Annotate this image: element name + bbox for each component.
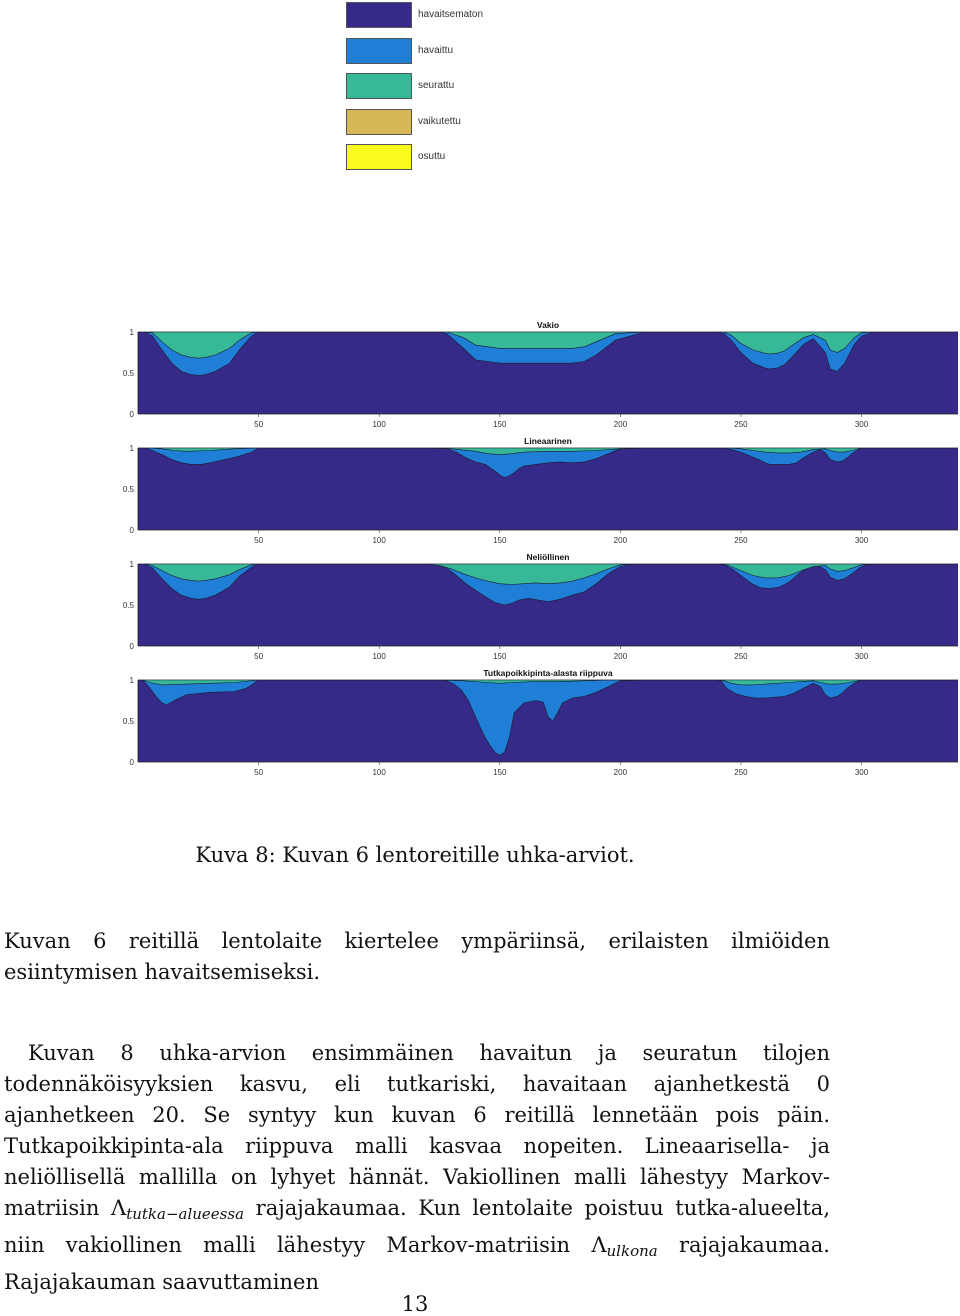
paragraph-2-text: rajajakaumaa. Rajajakauman saavuttaminen (4, 1233, 830, 1294)
x-tick-label: 300 (854, 536, 869, 545)
x-tick-label: 150 (493, 652, 507, 661)
legend-swatch (346, 109, 412, 135)
x-tick-label: 50 (254, 536, 264, 545)
y-tick-label: 1 (129, 444, 134, 453)
chart-panel (123, 552, 958, 661)
x-tick-label: 150 (493, 536, 507, 545)
x-tick-label: 200 (613, 420, 628, 429)
y-tick-label: 0 (129, 526, 134, 535)
y-tick-label: 1 (129, 328, 134, 337)
y-tick-label: 1 (129, 560, 134, 569)
x-tick-label: 100 (372, 536, 386, 545)
legend-label: vaikutettu (418, 115, 461, 127)
x-tick-label: 100 (372, 768, 386, 777)
x-tick-label: 250 (734, 652, 748, 661)
y-tick-label: 0 (129, 642, 134, 651)
x-tick-label: 200 (613, 652, 628, 661)
legend-label: havaitsematon (418, 9, 484, 20)
legend-item-osuttu (346, 144, 506, 180)
paragraph-2 (4, 1038, 830, 1298)
x-tick-label: 100 (372, 420, 386, 429)
y-tick-label: 0 (129, 410, 134, 419)
x-tick-label: 200 (613, 768, 628, 777)
page-number: 13 (401, 1292, 429, 1316)
legend-item-havaittu (346, 38, 506, 74)
paragraph-2-text: Kuvan 8 uhka-arvion ensimmäinen havaitun ja seuratun tilojen todennäköisyyksien kasvu, eli tutkariski, havaitaan ajanhetkestä 0 ajanhetkeen 20. Se syntyy kun kuvan 6 reitillä lennetään pois päin. Tutkapoikkipinta-ala riippuva malli kasvaa nopeiten. Lineaarisella- ja neliöllisellä mallilla on lyhyet hännät. Vakiollinen malli lähestyy Markov-matriisin Λ (4, 1041, 830, 1220)
x-tick-label: 300 (854, 420, 869, 429)
x-tick-label: 250 (734, 420, 748, 429)
y-tick-label: 1 (129, 676, 134, 685)
chart-panel (123, 668, 958, 777)
legend-swatch (346, 144, 412, 170)
legend-label: seurattu (418, 80, 455, 91)
legend-item-vaikutettu (346, 109, 506, 145)
x-tick-label: 150 (493, 420, 507, 429)
y-tick-label: 0.5 (122, 717, 134, 726)
legend-item-havaitsematon (346, 2, 506, 38)
x-tick-label: 100 (372, 652, 386, 661)
x-tick-label: 50 (254, 652, 264, 661)
chart-panel (123, 436, 958, 545)
x-tick-label: 300 (854, 652, 869, 661)
x-tick-label: 50 (254, 768, 264, 777)
legend-swatch (346, 2, 412, 28)
chart-title: Tutkapoikkipinta-alasta riippuva (483, 668, 613, 678)
y-tick-label: 0.5 (122, 485, 134, 494)
chart-title: Vakio (536, 320, 560, 330)
subscript-ulkona: ulkona (606, 1242, 658, 1260)
x-tick-label: 250 (734, 536, 748, 545)
y-tick-label: 0.5 (122, 601, 134, 610)
chart-panel (123, 320, 958, 429)
threat-estimate-charts (0, 310, 960, 780)
legend-swatch (346, 38, 412, 64)
y-tick-label: 0 (129, 758, 134, 767)
x-tick-label: 150 (493, 768, 507, 777)
x-tick-label: 250 (734, 768, 748, 777)
legend-item-seurattu (346, 73, 506, 109)
chart-title: Neliöllinen (526, 552, 570, 562)
x-tick-label: 300 (854, 768, 869, 777)
x-tick-label: 200 (613, 536, 628, 545)
legend-swatch (346, 73, 412, 99)
chart-title: Lineaarinen (524, 436, 572, 446)
subscript-tutka-alueessa: tutka−alueessa (126, 1205, 245, 1223)
legend (346, 2, 506, 180)
legend-label: havaittu (418, 44, 454, 56)
paragraph-1: Kuvan 6 reitillä lentolaite kiertelee ympäriinsä, erilaisten ilmiöiden esiintymisen havaitsemiseksi. (4, 929, 830, 984)
paragraph-2-text: rajajakaumaa. Kun lentolaite poistuu tutka-alueelta, niin vakiollinen malli lähestyy Markov-matriisin Λ (4, 1196, 830, 1257)
x-tick-label: 50 (254, 420, 264, 429)
y-tick-label: 0.5 (122, 369, 134, 378)
legend-label: osuttu (418, 151, 446, 162)
figure-caption: Kuva 8: Kuvan 6 lentoreitille uhka-arviot. (195, 843, 635, 867)
